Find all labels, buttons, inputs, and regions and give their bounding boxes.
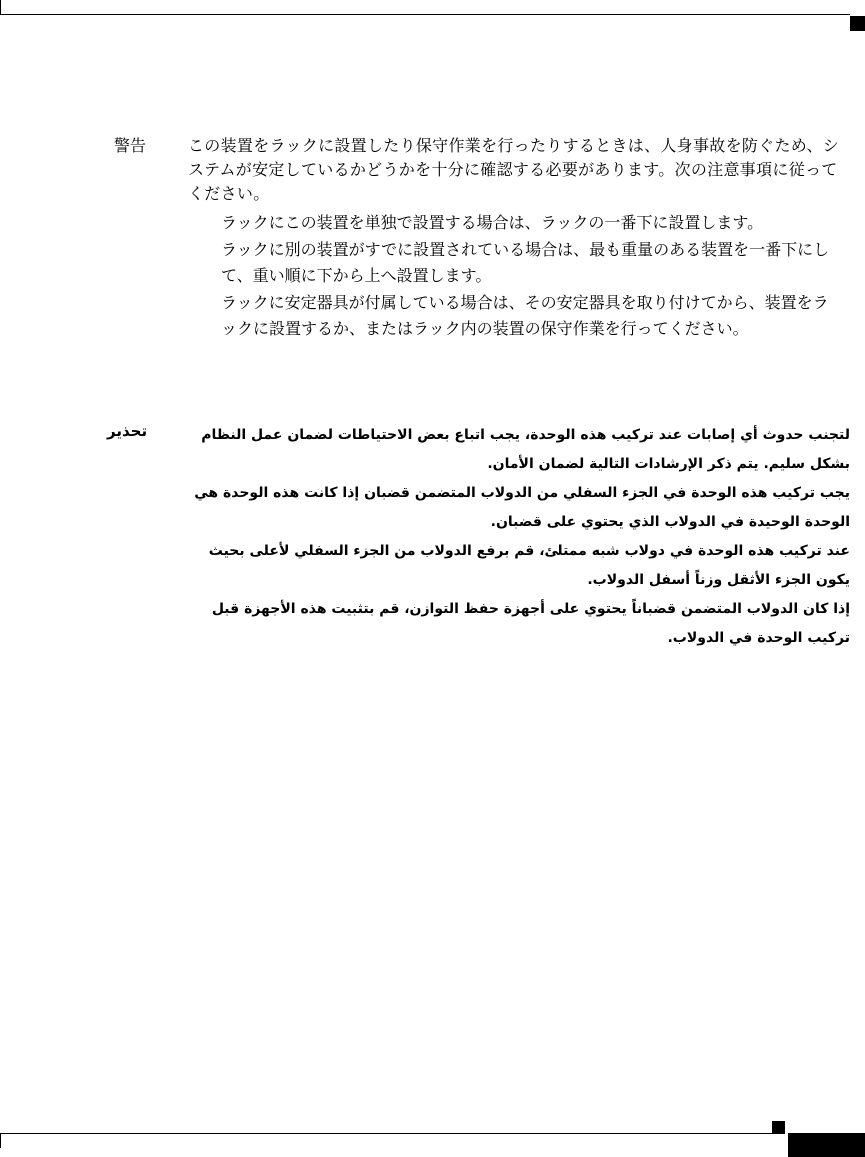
warning-label-ar: تحذير: [107, 422, 148, 440]
warning-list-ja: [188, 210, 833, 342]
footer-corner-mark: [772, 1121, 785, 1133]
header-rule-tick: [0, 0, 1, 15]
warning-body-ar: [186, 421, 850, 653]
footer-rule-tick: [0, 1133, 1, 1148]
warning-paragraph-ar: عند تركيب هذه الوحدة في دولاب شبه ممتلئ، قم برفع الدولاب من الجزء السفلي لأعلى بحيث يكون الجزء الأثقل وزناً أسفل الدولاب.: [208, 543, 850, 588]
warning-paragraph-ar: لتجنب حدوث أي إصابات عند تركيب هذه الوحدة، يجب اتباع بعض الاحتياطات لضمان عمل النظام بشكل سليم. يتم ذكر الإرشادات التالية لضمان الأمان.: [201, 427, 850, 472]
list-item: ラックに安定器具が付属している場合は、その安定器具を取り付けてから、装置をラックに設置するか、またはラック内の装置の保守作業を行ってください。: [221, 293, 829, 338]
header-corner-mark: [850, 16, 865, 31]
warning-paragraph-ar: إذا كان الدولاب المتضمن قضباناً يحتوي على أجهزة حفظ التوازن، قم بتثبيت هذه الأجهزة قبل تركيب الوحدة في الدولاب.: [211, 601, 850, 646]
warning-intro-ja: この装置をラックに設置したり保守作業を行ったりするときは、人身事故を防ぐため、システムが安定しているかどうかを十分に確認する必要があります。次の注意事項に従ってください。: [188, 136, 840, 203]
footer-page-tab: [788, 1133, 865, 1157]
list-item: ラックにこの装置を単独で設置する場合は、ラックの一番下に設置します。: [221, 213, 764, 232]
warning-body-ja: [188, 134, 853, 343]
header-rule: [0, 14, 850, 15]
warning-paragraph-ar: يجب تركيب هذه الوحدة في الجزء السفلي من الدولاب المتضمن قضبان إذا كانت هذه الوحدة هي الوحدة الوحيدة في الدولاب الذي يحتوي على قضبان.: [194, 485, 850, 530]
list-item: ラックに別の装置がすでに設置されている場合は、最も重量のある装置を一番下にして、重い順に下から上へ設置します。: [221, 240, 830, 285]
warning-label-ja: 警告: [114, 136, 147, 155]
footer-rule: [0, 1133, 785, 1134]
